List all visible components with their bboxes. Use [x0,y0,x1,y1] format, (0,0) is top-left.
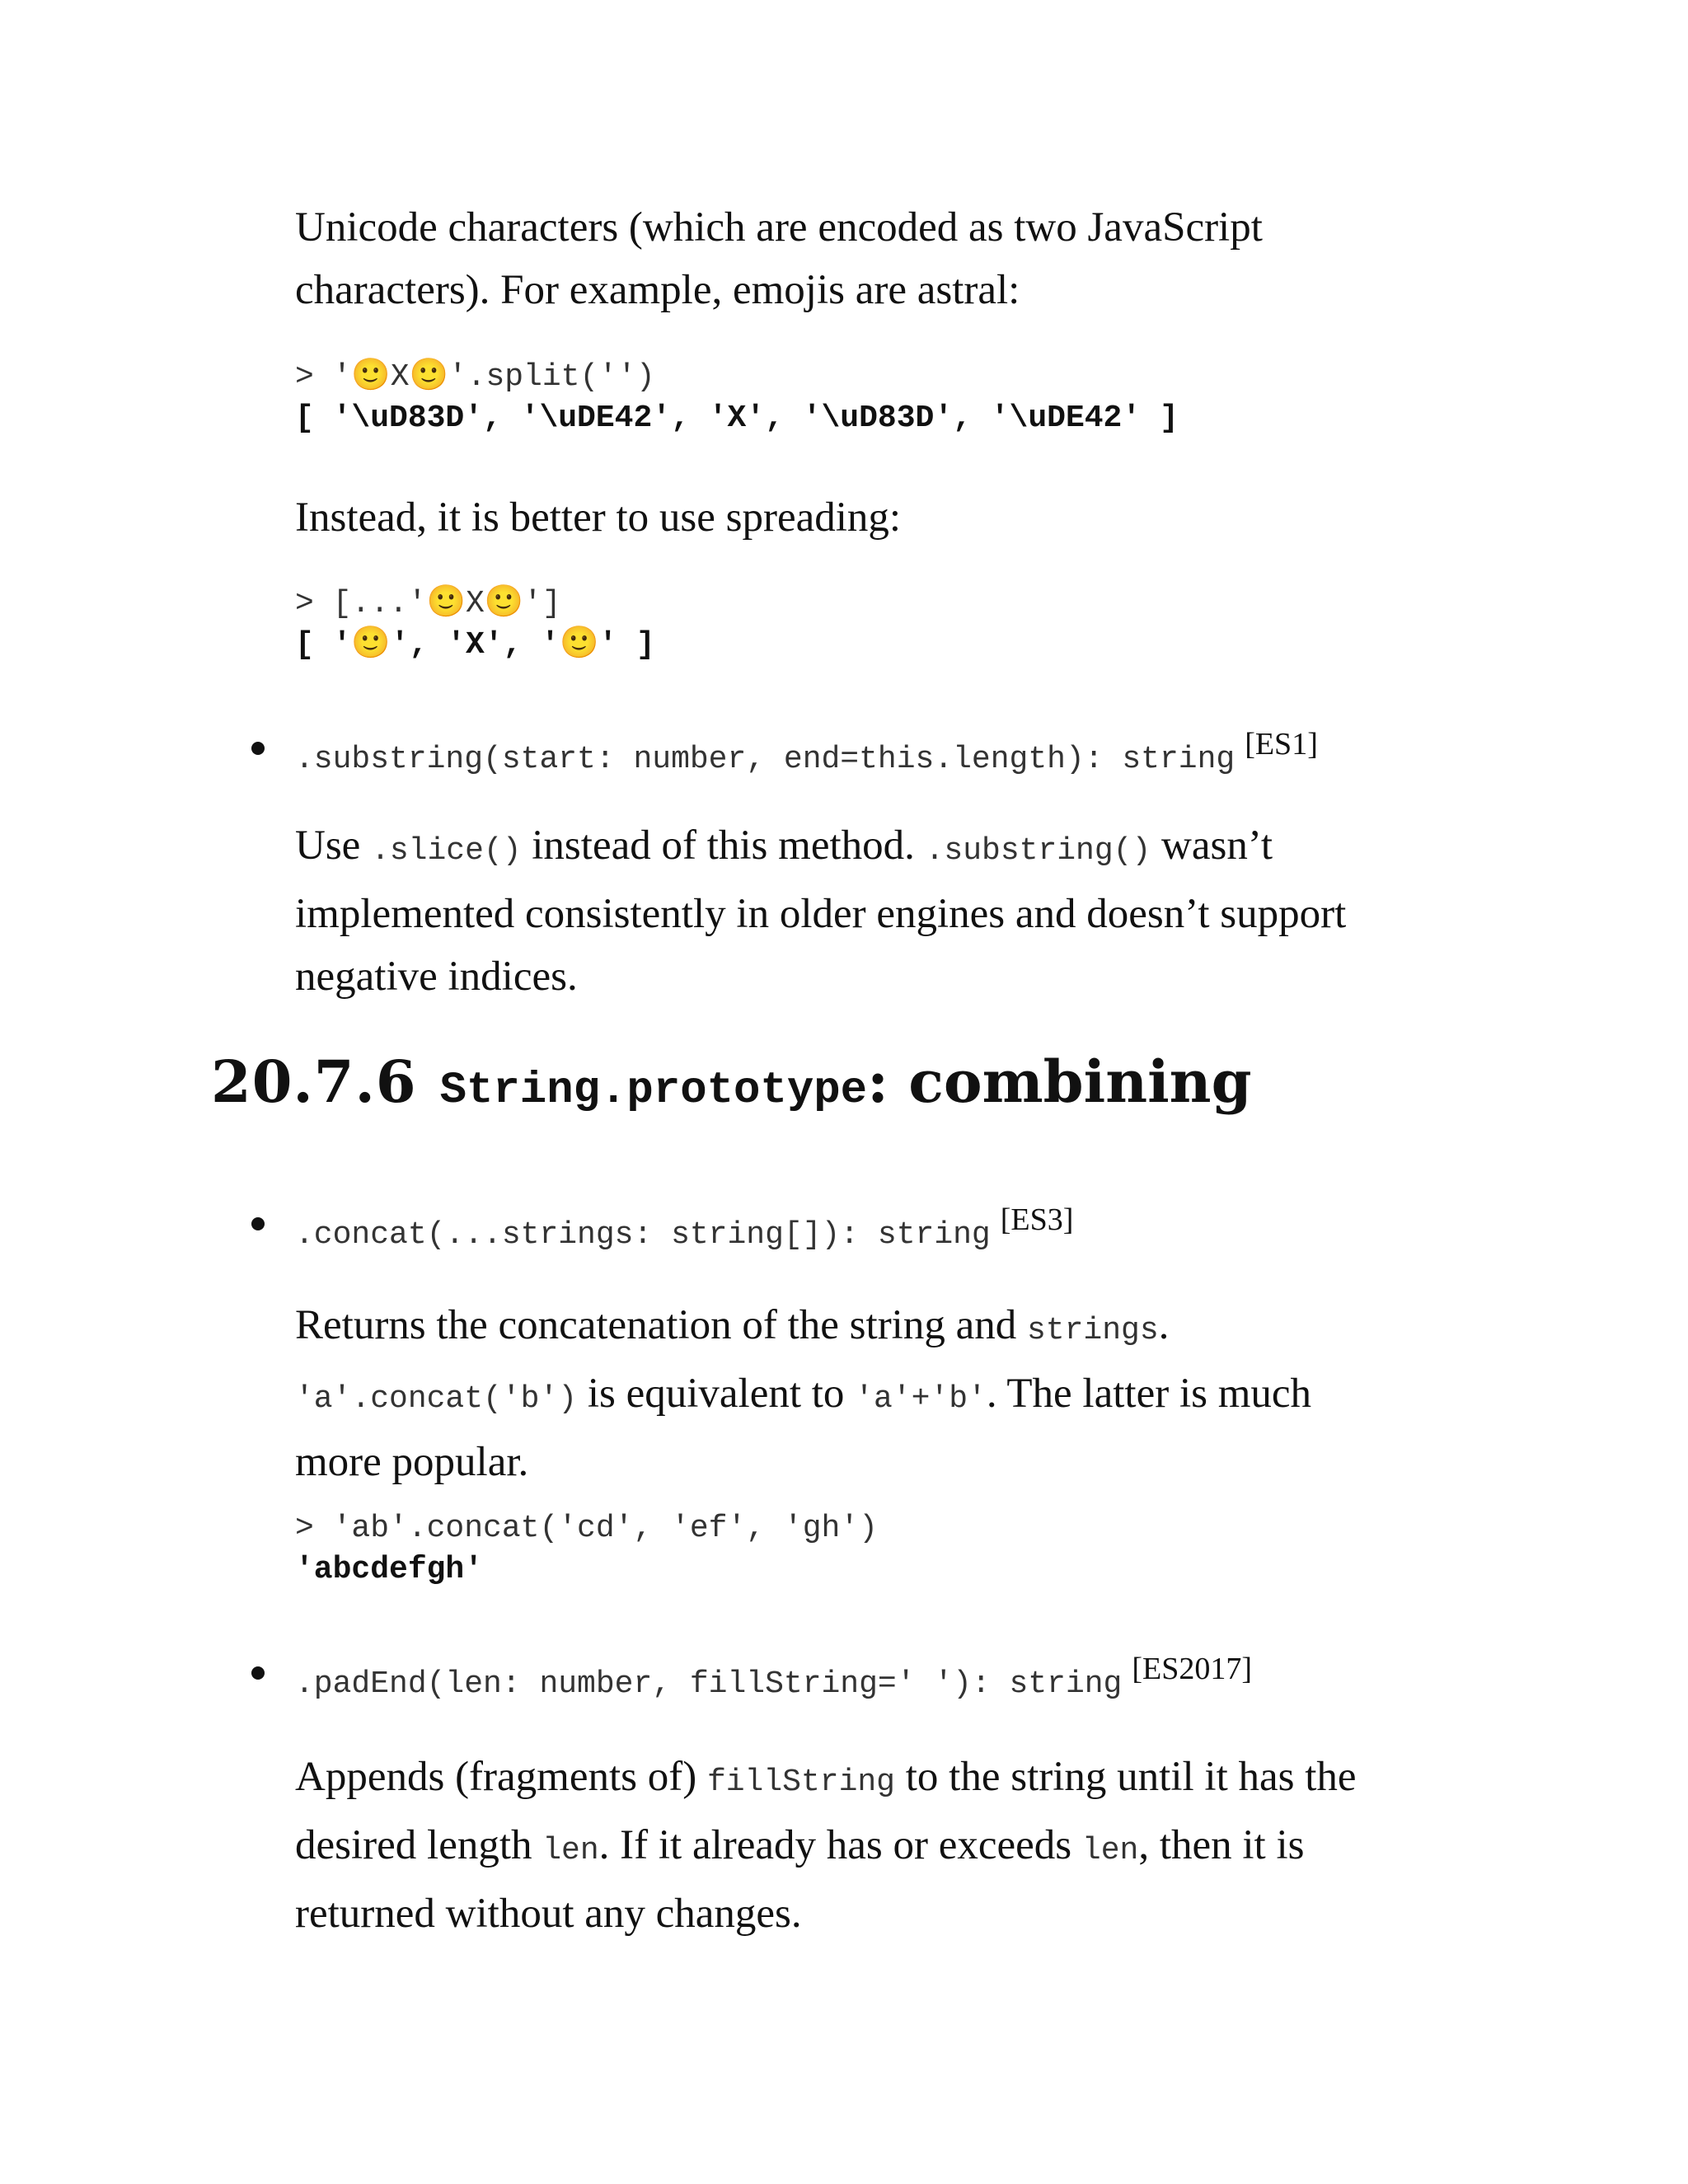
paragraph-substring-desc [295,814,1449,1008]
paragraph-concat-desc [295,1294,1449,1493]
code-prompt: > [...'🙂X🙂'] [295,586,561,621]
spec-version-tag: [ES2017] [1132,1652,1253,1686]
text-line: negative indices. [295,954,578,1000]
text-run: , then it is [1138,1822,1305,1868]
text-run: Returns the concatenation of the string and [295,1302,1027,1348]
bullet-icon [251,1217,265,1230]
code-block-concat [295,1508,878,1591]
paragraph-astral-intro [295,196,1449,321]
method-signature [295,1199,1073,1256]
section-number: 20.7.6 [211,1047,417,1116]
signature-code: .substring(start: number, end=this.length): string [295,742,1236,777]
inline-code: fillString [706,1765,895,1800]
spec-version-tag: [ES1] [1245,727,1318,762]
code-block-split [295,357,1179,439]
section-heading [211,1045,1252,1128]
text-line: characters). For example, emojis are astral: [295,267,1020,313]
bullet-icon [251,1666,265,1680]
text-run: to the string until it has the [895,1754,1357,1800]
code-output: [ '🙂', 'X', '🙂' ] [295,627,655,663]
inline-code: 'a'+'b' [855,1381,987,1417]
text-line: Instead, it is better to use spreading: [295,494,902,541]
inline-code: .substring() [925,833,1151,869]
code-block-spread [295,583,655,666]
code-output: [ '\uD83D', '\uDE42', 'X', '\uD83D', '\uDE42' ] [295,401,1179,436]
text-run: . The latter is much [986,1371,1312,1417]
text-run: . [1158,1302,1170,1348]
inline-code: .slice() [371,833,522,869]
inline-code: strings [1027,1313,1159,1348]
method-signature [295,724,1318,780]
text-line: Unicode characters (which are encoded as two JavaScript [295,204,1263,251]
text-run: is equivalent to [577,1371,856,1417]
text-run: Appends (fragments of) [295,1754,707,1800]
code-prompt: > 'ab'.concat('cd', 'ef', 'gh') [295,1511,878,1546]
paragraph-padend-desc [295,1746,1449,1945]
text-run: wasn’t [1151,823,1273,869]
bullet-icon [251,742,265,755]
spec-version-tag: [ES3] [1000,1202,1074,1237]
text-run: . If it already has or exceeds [598,1822,1082,1868]
text-run: Use [295,823,372,869]
inline-code: len [542,1833,599,1868]
inline-code: 'a'.concat('b') [295,1381,578,1417]
method-signature [295,1648,1252,1705]
signature-code: .padEnd(len: number, fillString=' '): string [295,1666,1123,1702]
heading-text: : combining [867,1047,1252,1116]
text-line: implemented consistently in older engines and doesn’t support [295,891,1347,937]
text-line: returned without any changes. [295,1891,802,1937]
text-run: instead of this method. [521,823,926,869]
code-prompt: > '🙂X🙂'.split('') [295,359,655,395]
signature-code: .concat(...strings: string[]): string [295,1217,991,1253]
inline-code: len [1081,1833,1139,1868]
heading-code: String.prototype [439,1066,868,1116]
text-line: more popular. [295,1439,529,1485]
text-run: desired length [295,1822,543,1868]
paragraph-spreading [295,486,1449,549]
code-output: 'abcdefgh' [295,1552,484,1587]
